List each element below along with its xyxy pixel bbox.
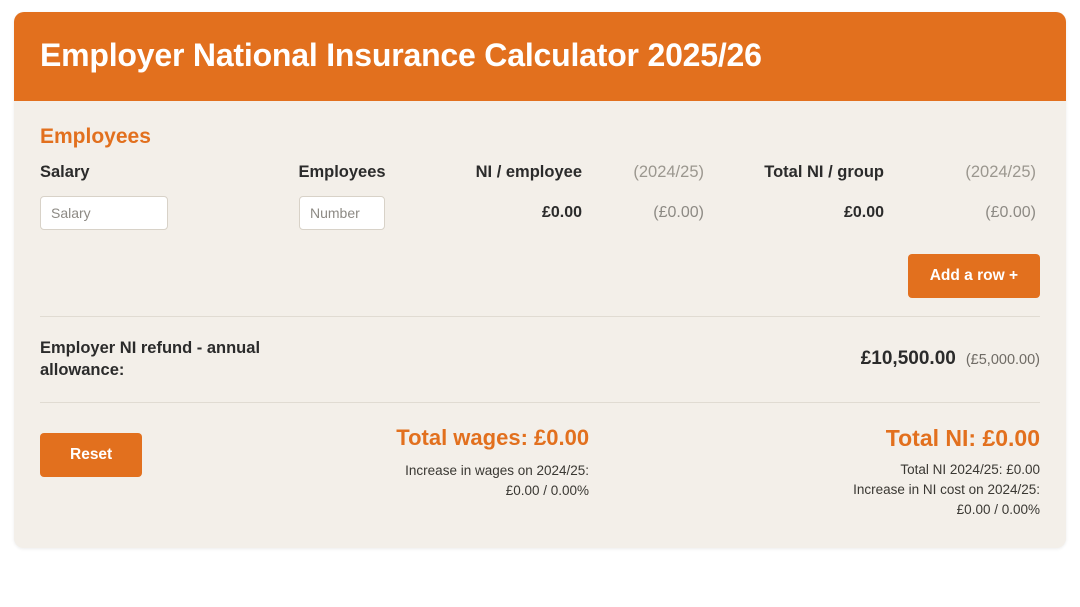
column-header-ni-per-employee-previous: (2024/25) [633,163,704,182]
calculator-header [14,12,1066,101]
employer-ni-refund-row [40,317,1040,402]
ni-per-employee-previous-value: (£0.00) [653,204,704,222]
wages-increase-value: £0.00 / 0.00% [505,482,590,498]
reset-button[interactable]: Reset [40,433,142,477]
column-header-total-ni-group-previous: (2024/25) [965,163,1036,182]
ni-increase-value: £0.00 / 0.00% [956,502,1040,518]
total-wages-block [396,425,599,502]
total-wages-value: Total wages: £0.00 [396,424,590,450]
page-title: Employer National Insurance Calculator 2025/26 [40,37,762,73]
add-row-area [40,238,1040,316]
column-header-total-ni-group: Total NI / group [764,163,884,182]
total-ni-value: Total NI: £0.00 [885,424,1040,451]
column-header-employees: Employees [298,163,386,182]
calculator-panel [14,12,1066,548]
total-ni-group-value: £0.00 [843,204,884,222]
column-header-ni-per-employee: NI / employee [475,163,582,182]
total-ni-block [853,425,1040,521]
ni-per-employee-value: £0.00 [541,204,582,222]
salary-input[interactable] [40,196,168,230]
employer-ni-refund-previous-value: (£5,000.00) [965,352,1040,369]
salary-cell [40,186,262,238]
employees-count-cell [262,186,422,238]
employer-ni-refund-values [861,348,1040,370]
column-header-salary: Salary [40,163,90,182]
totals-row [40,403,1040,525]
calculator-body [14,101,1066,548]
employer-ni-refund-value: £10,500.00 [860,348,956,370]
reset-area [40,425,142,477]
total-ni-group-previous-value: (£0.00) [985,204,1036,222]
employees-table-header [40,163,1040,186]
wages-increase-label: Increase in wages on 2024/25: [405,462,590,478]
employees-section-title: Employees [40,125,151,149]
table-row [40,186,1040,238]
employee-count-input[interactable] [299,196,385,230]
ni-increase-label: Increase in NI cost on 2024/25: [853,481,1040,497]
total-ni-previous-label: Total NI 2024/25: £0.00 [900,461,1040,477]
add-row-button[interactable]: Add a row + [908,254,1040,298]
employer-ni-refund-label: Employer NI refund - annual allowance: [40,339,261,380]
